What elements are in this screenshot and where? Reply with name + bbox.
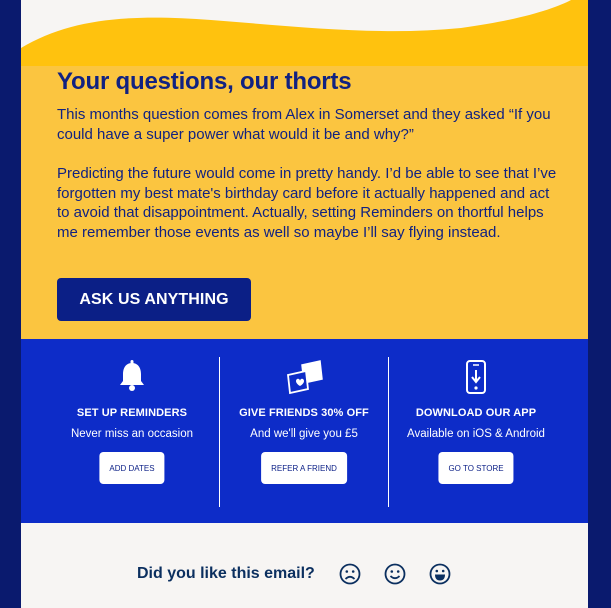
refer-a-friend-button[interactable]: REFER A FRIEND	[261, 452, 347, 484]
feature-subtitle: Available on iOS & Android	[407, 428, 545, 440]
feedback-question: Did you like this email?	[137, 565, 315, 582]
go-to-store-button[interactable]: GO TO STORE	[438, 452, 513, 484]
feature-subtitle: Never miss an occasion	[70, 428, 194, 440]
feature-title: GIVE FRIENDS 30% OFF	[239, 407, 369, 419]
feature-title: DOWNLOAD OUR APP	[415, 407, 537, 419]
bell-icon	[117, 359, 147, 400]
answer-paragraph: Predicting the future would come in pretty handy. I’d be able to see that I’ve forgotten my best mate's birthday card before it actually happened and act to avoid that disappointment. Actually, setting Reminders on thortful helps me remember those events as well so maybe I’ll say flying instead.	[57, 165, 557, 241]
add-dates-button[interactable]: ADD DATES	[99, 452, 164, 484]
header-wave-banner	[21, 0, 588, 66]
feature-refer	[219, 357, 389, 507]
sad-face-icon[interactable]	[339, 563, 361, 585]
feature-title: SET UP REMINDERS	[76, 407, 188, 419]
ask-us-anything-button[interactable]: ASK US ANYTHING	[57, 278, 251, 321]
feature-subtitle: And we'll give you £5	[250, 428, 358, 440]
feature-reminders	[29, 357, 235, 507]
question-paragraph: This months question comes from Alex in Somerset and they asked “If you could have a super power what would it be and why?”	[57, 106, 551, 143]
questions-section	[21, 66, 588, 339]
neutral-smile-face-icon[interactable]	[384, 563, 406, 585]
phone-download-icon	[463, 359, 489, 400]
email-body	[21, 0, 588, 608]
features-bar	[21, 339, 588, 523]
gift-card-icon	[282, 359, 326, 402]
wave-shape	[21, 0, 588, 66]
happy-face-icon[interactable]	[429, 563, 451, 585]
section-title: Your questions, our thorts	[57, 68, 352, 95]
feedback-section	[21, 523, 588, 608]
feature-app	[390, 357, 562, 507]
